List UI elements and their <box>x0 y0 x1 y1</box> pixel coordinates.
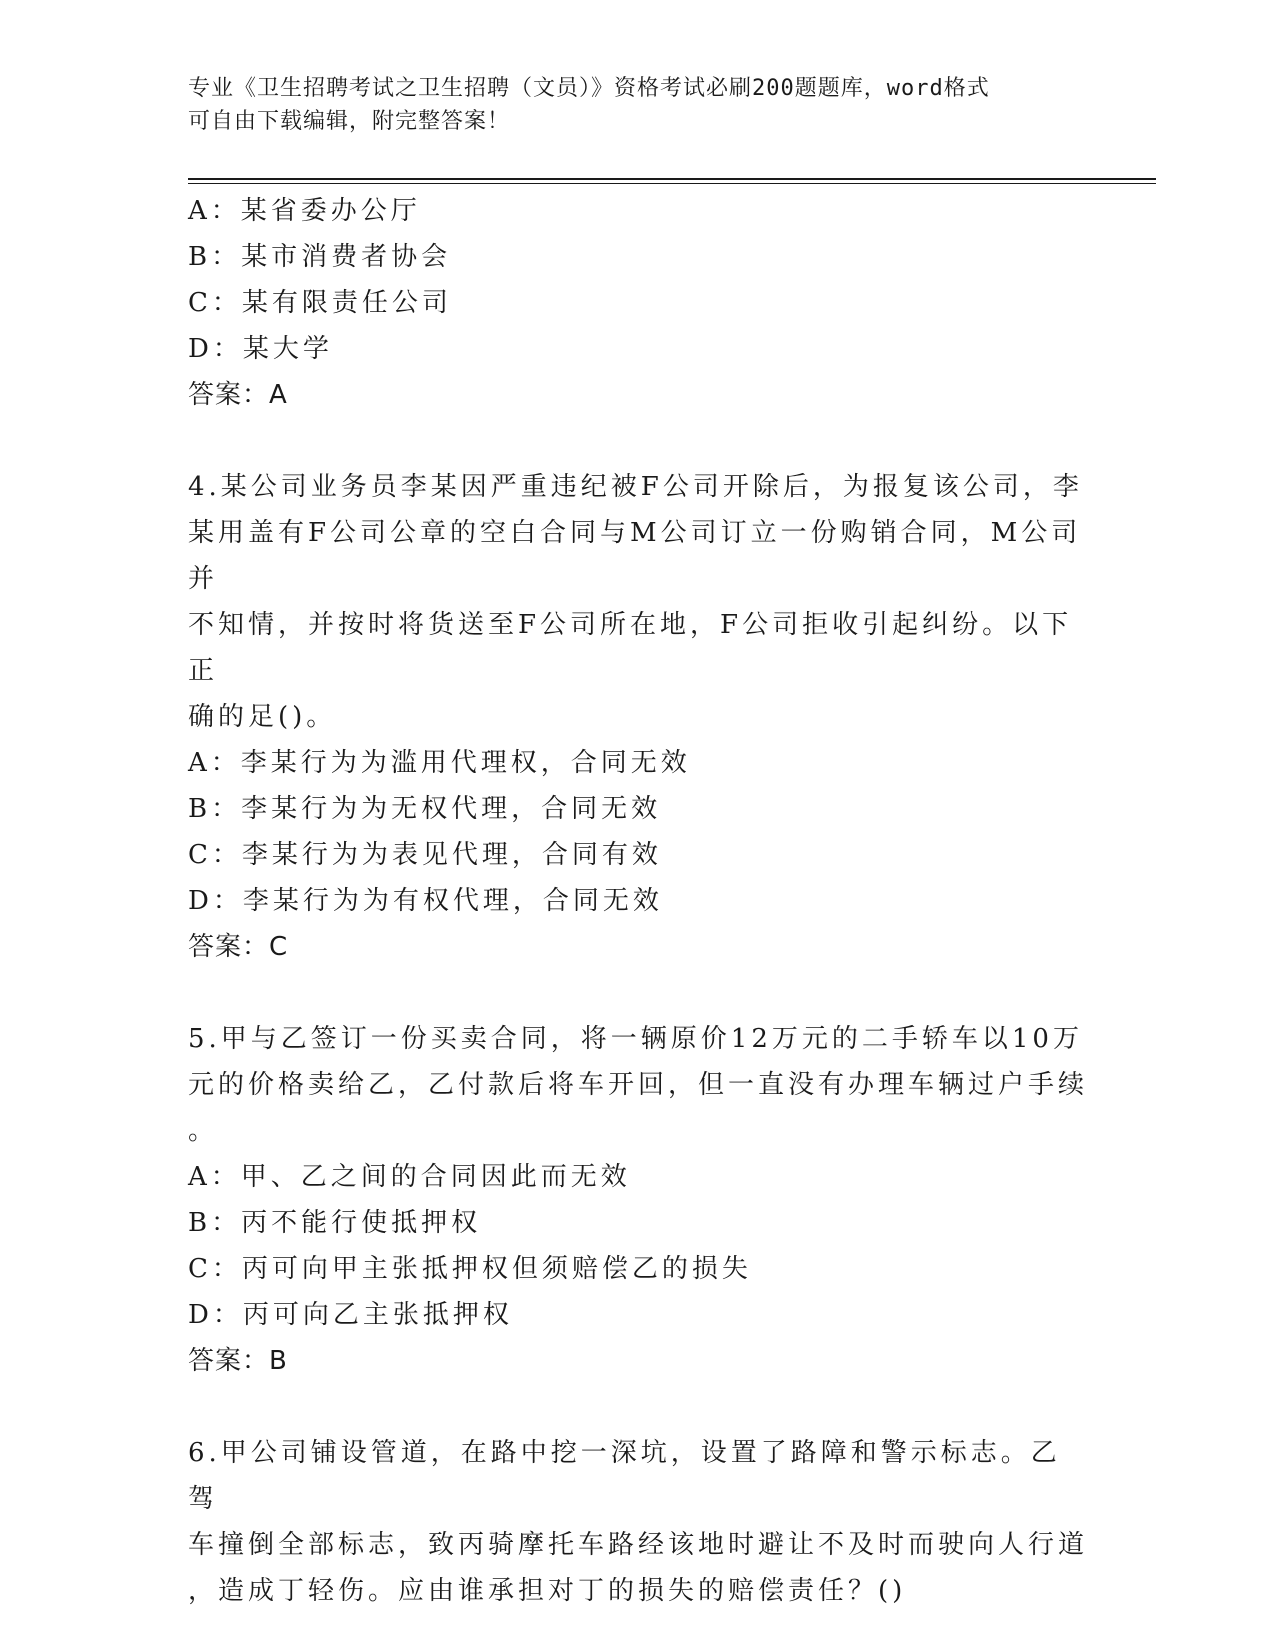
option-c: C：丙可向甲主张抵押权但须赔偿乙的损失 <box>188 1254 752 1284</box>
header-rule-thick <box>188 178 1156 180</box>
option-d: D：丙可向乙主张抵押权 <box>188 1300 513 1330</box>
answer: 答案：B <box>188 1346 288 1376</box>
question-stem-line: ，造成丁轻伤。应由谁承担对丁的损失的赔偿责任？() <box>188 1576 907 1606</box>
option-a: A：某省委办公厅 <box>188 196 421 226</box>
option-b: B：李某行为为无权代理，合同无效 <box>188 794 662 824</box>
spacer <box>188 1384 1088 1430</box>
spacer <box>188 418 1088 464</box>
option-d: D：李某行为为有权代理，合同无效 <box>188 886 663 916</box>
option-a: A：甲、乙之间的合同因此而无效 <box>188 1162 631 1192</box>
question-content <box>188 188 1088 1614</box>
question-5 <box>188 1016 1088 1384</box>
option-b: B：某市消费者协会 <box>188 242 452 272</box>
question-stem-line: 5.甲与乙签订一份买卖合同，将一辆原价12万元的二手轿车以10万 <box>188 1024 1083 1054</box>
question-stem-line: 某用盖有F公司公章的空白合同与M公司订立一份购销合同，M公司并 <box>188 518 1082 594</box>
option-d: D：某大学 <box>188 334 333 364</box>
header-line-1: 专业《卫生招聘考试之卫生招聘（文员）》资格考试必刷200题题库，word格式 <box>188 76 990 101</box>
question-4 <box>188 464 1088 970</box>
option-c: C：李某行为为表见代理，合同有效 <box>188 840 662 870</box>
question-3-options <box>188 188 1088 418</box>
question-stem-line: 6.甲公司铺设管道，在路中挖一深坑，设置了路障和警示标志。乙驾 <box>188 1438 1061 1514</box>
option-c: C：某有限责任公司 <box>188 288 452 318</box>
question-stem-line: 。 <box>188 1116 219 1146</box>
header-line-2: 可自由下载编辑，附完整答案！ <box>188 109 511 134</box>
option-a: A：李某行为为滥用代理权，合同无效 <box>188 748 691 778</box>
question-stem-line: 车撞倒全部标志，致丙骑摩托车路经该地时避让不及时而驶向人行道 <box>188 1530 1089 1560</box>
spacer <box>188 970 1088 1016</box>
answer: 答案：A <box>188 380 288 410</box>
question-stem-line: 元的价格卖给乙，乙付款后将车开回，但一直没有办理车辆过户手续 <box>188 1070 1089 1100</box>
option-b: B：丙不能行使抵押权 <box>188 1208 482 1238</box>
question-stem-line: 确的足()。 <box>188 702 337 732</box>
question-6 <box>188 1430 1088 1614</box>
header-rule-thin <box>188 183 1156 184</box>
question-stem-line: 4.某公司业务员李某因严重违纪被F公司开除后，为报复该公司，李 <box>188 472 1083 502</box>
answer: 答案：C <box>188 932 289 962</box>
document-header <box>188 72 1088 138</box>
question-stem-line: 不知情，并按时将货送至F公司所在地，F公司拒收引起纠纷。以下正 <box>188 610 1073 686</box>
